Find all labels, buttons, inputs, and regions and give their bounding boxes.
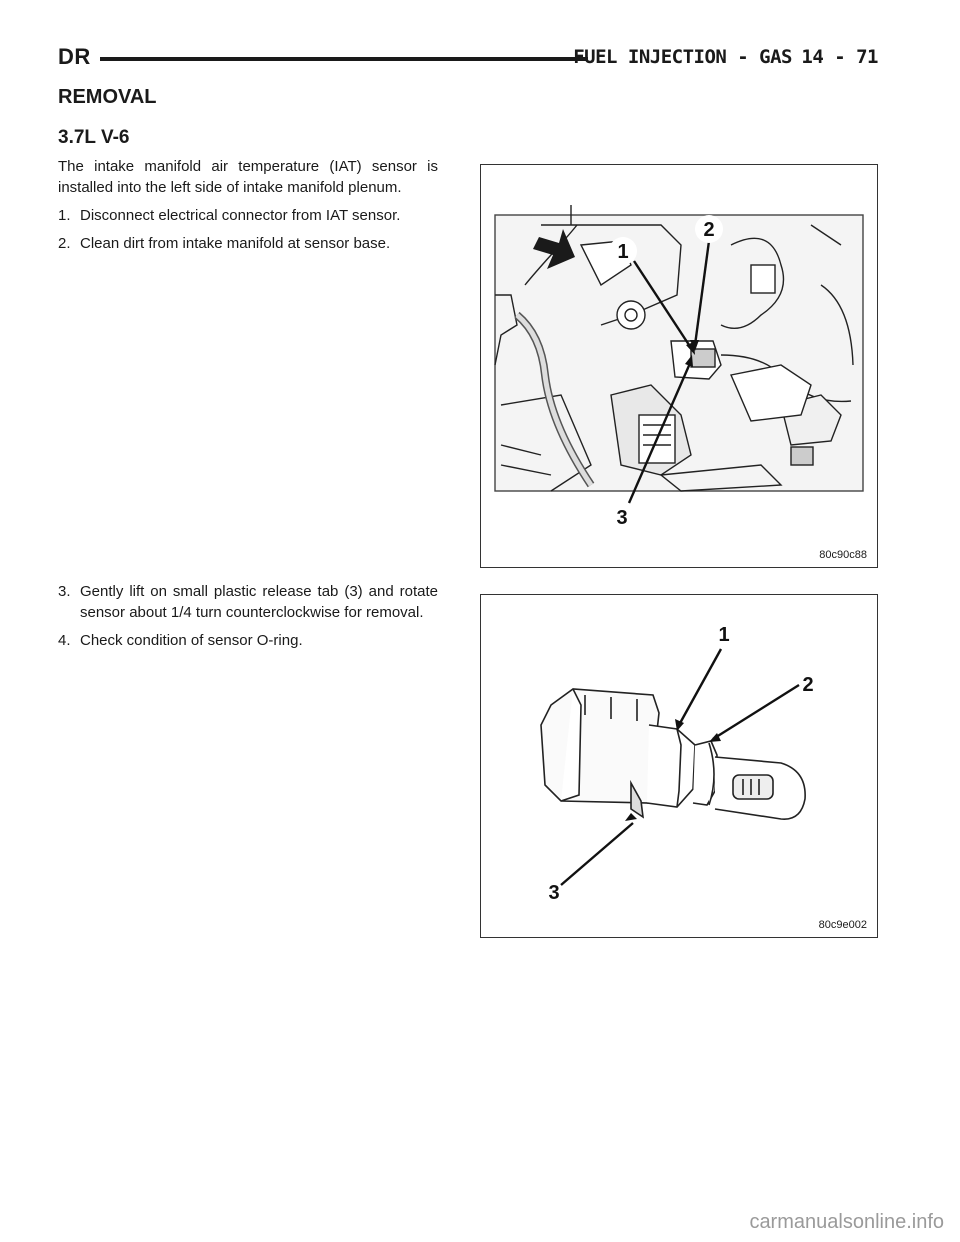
engine-illustration [481, 165, 877, 567]
step-item [58, 630, 438, 651]
callout-2: 2 [703, 219, 715, 241]
subheading-engine: 3.7L V-6 [58, 127, 130, 148]
text-block-b [58, 581, 438, 651]
step-text: Disconnect electrical connector from IAT sensor. [80, 207, 401, 224]
step-text: Clean dirt from intake manifold at sensor base. [80, 235, 391, 252]
page-header [58, 44, 878, 74]
step-item [58, 581, 438, 623]
section-title: FUEL INJECTION - GAS [573, 46, 792, 68]
header-rule [100, 57, 588, 61]
step-item [58, 205, 438, 226]
intro-paragraph: The intake manifold air temperature (IAT) sensor is installed into the left side of intake manifold plenum. [58, 158, 438, 196]
step-text: Check condition of sensor O-ring. [80, 632, 303, 649]
page-number: 14 - 71 [801, 46, 878, 68]
callout-1: 1 [617, 241, 629, 263]
iat-sensor-illustration [481, 595, 877, 937]
figure-iat-sensor [480, 594, 878, 938]
callout-3: 3 [548, 882, 560, 904]
step-text: Gently lift on small plastic release tab (3) and rotate sensor about 1/4 turn counterclockwise for removal. [80, 583, 438, 621]
figure-engine-photo [480, 164, 878, 568]
callout-3: 3 [616, 507, 628, 529]
step-number: 1. [58, 207, 71, 224]
figure-code: 80c90c88 [819, 549, 867, 561]
step-number: 3. [58, 583, 71, 600]
step-item [58, 233, 438, 254]
model-code: DR [58, 44, 91, 69]
watermark-link[interactable]: carmanualsonline.info [749, 1211, 944, 1233]
callout-2: 2 [802, 674, 814, 696]
step-number: 4. [58, 632, 71, 649]
heading-removal: REMOVAL [58, 86, 157, 108]
callout-1: 1 [718, 624, 730, 646]
figure-code: 80c9e002 [818, 919, 867, 931]
step-number: 2. [58, 235, 71, 252]
text-block-a [58, 156, 438, 254]
